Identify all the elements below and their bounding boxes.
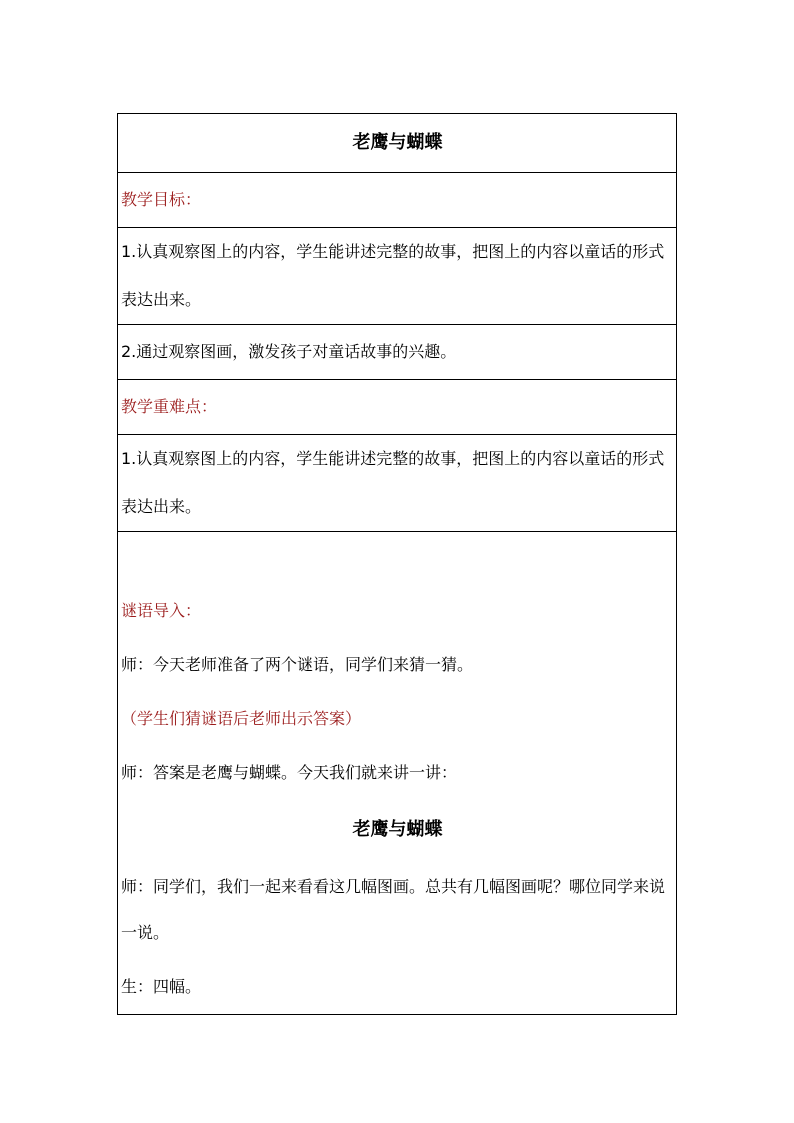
key-point-1-text: 1.认真观察图上的内容，学生能讲述完整的故事，把图上的内容以童话的形式表达出来。 — [118, 435, 677, 532]
lesson-plan-table — [117, 113, 677, 1015]
teacher-line-pictures: 师：同学们，我们一起来看看这几幅图画。总共有几幅图画呢？哪位同学来说一说。 — [121, 877, 666, 942]
stage-note: （学生们猜谜语后老师出示答案） — [121, 709, 362, 728]
lesson-body-row — [118, 532, 677, 1015]
title-row — [118, 114, 677, 173]
key-points-heading: 教学重难点： — [118, 380, 677, 435]
teacher-line-answer: 师：答案是老鹰与蝴蝶。今天我们就来讲一讲： — [121, 763, 458, 782]
story-subtitle: 老鹰与蝴蝶 — [352, 819, 443, 840]
objectives-heading-row — [118, 173, 677, 228]
objective-1-row — [118, 228, 677, 325]
student-line-answer: 生：四幅。 — [121, 977, 202, 996]
teacher-line-riddle: 师：今天老师准备了两个谜语，同学们来猜一猜。 — [121, 655, 474, 674]
objective-2-row — [118, 325, 677, 380]
document-title: 老鹰与蝴蝶 — [118, 114, 677, 173]
blank-space — [121, 532, 674, 584]
objective-2-text: 2.通过观察图画，激发孩子对童话故事的兴趣。 — [118, 325, 677, 380]
key-point-1-row — [118, 435, 677, 532]
objective-1-text: 1.认真观察图上的内容，学生能讲述完整的故事，把图上的内容以童话的形式表达出来。 — [118, 228, 677, 325]
riddle-heading: 谜语导入： — [121, 601, 202, 620]
key-points-heading-row — [118, 380, 677, 435]
lesson-body-cell — [118, 532, 677, 1015]
objectives-heading: 教学目标： — [118, 173, 677, 228]
